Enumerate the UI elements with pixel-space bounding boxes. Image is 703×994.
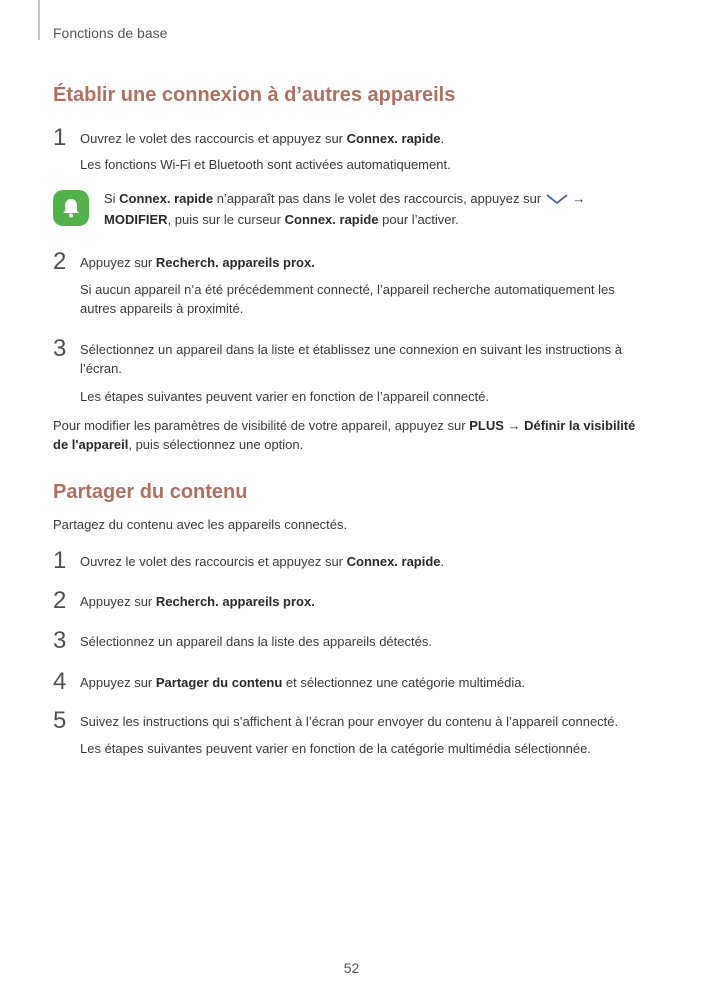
step-number: 5 bbox=[53, 707, 67, 734]
step-text: Suivez les instructions qui s’affichent à l’écran pour envoyer du contenu à l’appareil connecté. bbox=[80, 714, 619, 729]
step-number: 4 bbox=[53, 668, 67, 695]
step-number: 2 bbox=[53, 248, 67, 275]
step-number: 3 bbox=[53, 335, 67, 362]
step-subtext: Les étapes suivantes peuvent varier en fonction de la catégorie multimédia sélectionnée. bbox=[80, 741, 591, 756]
step-number: 1 bbox=[53, 124, 67, 151]
running-header: Fonctions de base bbox=[53, 25, 168, 41]
step-subtext: Les fonctions Wi-Fi et Bluetooth sont activées automatiquement. bbox=[80, 157, 451, 172]
header-rule bbox=[38, 0, 40, 40]
chevron-down-icon bbox=[545, 191, 569, 210]
step-number: 3 bbox=[53, 627, 67, 654]
step-text: Ouvrez le volet des raccourcis et appuyez sur Connex. rapide. bbox=[80, 554, 445, 569]
step-text: Appuyez sur Partager du contenu et sélectionnez une catégorie multimédia. bbox=[80, 675, 526, 690]
step-text: Sélectionnez un appareil dans la liste des appareils détectés. bbox=[80, 634, 432, 649]
step-text: Appuyez sur Recherch. appareils prox. bbox=[80, 255, 315, 270]
visibility-paragraph: Pour modifier les paramètres de visibilité de votre appareil, appuyez sur PLUS → Définir la visibilité de l'appareil, puis sélectionnez une option. bbox=[53, 418, 636, 452]
note-text: Si Connex. rapide n’apparaît pas dans le volet des raccourcis, appuyez sur → MODIFIER, puis sur le curseur Connex. rapide pour l’activer. bbox=[104, 191, 586, 227]
step-text: Appuyez sur Recherch. appareils prox. bbox=[80, 594, 315, 609]
note-bell-icon bbox=[53, 190, 89, 226]
step-text: Ouvrez le volet des raccourcis et appuyez sur Connex. rapide. bbox=[80, 131, 445, 146]
step-subtext: Les étapes suivantes peuvent varier en fonction de l’appareil connecté. bbox=[80, 389, 490, 404]
step-number: 1 bbox=[53, 547, 67, 574]
section-intro: Partagez du contenu avec les appareils connectés. bbox=[53, 517, 348, 532]
page-number: 52 bbox=[343, 960, 360, 976]
section-title-partager: Partager du contenu bbox=[53, 481, 248, 503]
step-text: Sélectionnez un appareil dans la liste et établissez une connexion en suivant les instructions à l’écran. bbox=[80, 342, 623, 376]
step-subtext: Si aucun appareil n’a été précédemment connecté, l’appareil recherche automatiquement les autres appareils à proximité. bbox=[80, 282, 615, 316]
section-title-connexion: Établir une connexion à d’autres appareils bbox=[53, 84, 456, 106]
step-number: 2 bbox=[53, 587, 67, 614]
